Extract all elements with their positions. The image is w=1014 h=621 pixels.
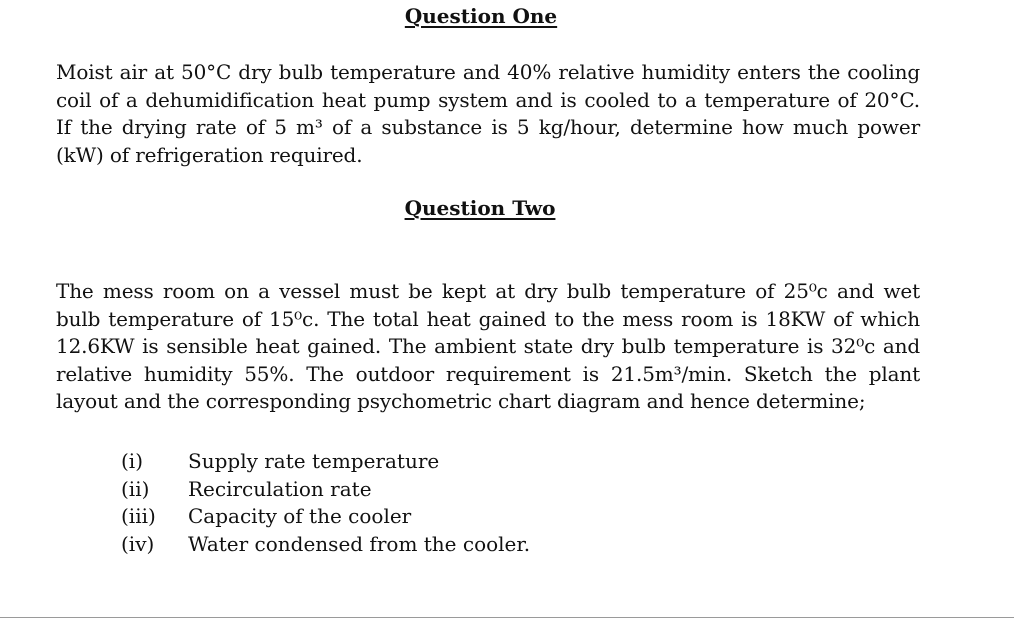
question-two-text: The mess room on a vessel must be kept at dry bulb temperature of 25⁰c and wet bulb temperature of 15⁰c. The total heat gained to the mess room is 18KW of which 12.6KW is sensible heat gained. The ambient state dry bulb temperature is 32⁰c and relative humidity 55%. The outdoor requirement is 21.5m³/min. Sketch the plant layout and the corresponding psychometric chart diagram and hence determine; [56, 279, 920, 413]
list-item-number: (iii) [121, 504, 156, 528]
list-item-text: Supply rate temperature [188, 449, 440, 473]
question-one-text: Moist air at 50°C dry bulb temperature and 40% relative humidity enters the cooling coil of a dehumidification heat pump system and is cooled to a temperature of 20°C. If the drying rate of 5 m³ of a substance is 5 kg/hour, determine how much power (kW) of refrigeration required. [56, 60, 920, 167]
list-item [121, 476, 530, 504]
list-item-text: Capacity of the cooler [188, 504, 412, 528]
list-item [121, 531, 530, 559]
list-item [121, 448, 530, 476]
list-item-text: Recirculation rate [188, 476, 372, 501]
bottom-divider [0, 617, 1014, 618]
question-one-heading: Question One [404, 4, 558, 28]
list-item-text: Water condensed from the cooler. [188, 531, 531, 556]
question-two-heading: Question Two [404, 196, 556, 220]
list-item-number: (ii) [121, 476, 150, 501]
list-item [121, 503, 530, 531]
list-item-number: (i) [121, 449, 144, 473]
question-two-subquestions [121, 448, 530, 558]
list-item-number: (iv) [121, 531, 155, 556]
